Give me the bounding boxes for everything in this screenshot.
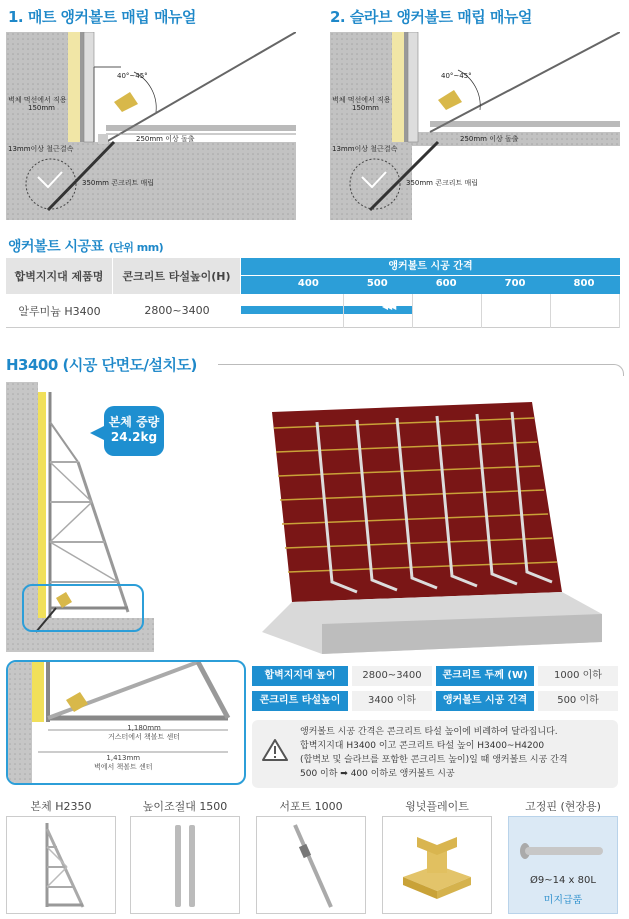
installation-3d (262, 392, 618, 654)
protrusion-label-2: 250mm 이상 돌출 (460, 135, 519, 143)
rebar-label: 13mm이상 철근결속 (8, 145, 74, 153)
table-title: 앵커볼트 시공표 (8, 239, 104, 255)
dim2-value: 1,413mm (106, 754, 141, 762)
angle-label-2: 40°~45° (441, 72, 472, 80)
dim1-sub: 거스터에서 책볼트 센터 (108, 733, 181, 741)
support-icon (257, 817, 365, 913)
frame-icon (7, 817, 115, 913)
spec-label-height: 합벽지지대 높이 (252, 666, 348, 686)
spacing-grid-line (550, 294, 551, 328)
manual2-title: 2. 슬라브 앵커볼트 매립 매뉴얼 (330, 8, 532, 26)
dim1-value: 1,180mm (127, 724, 161, 732)
dim2 (94, 754, 153, 772)
height-cell: 2800~3400 (144, 304, 210, 317)
table-heading (8, 236, 163, 256)
spacing-grid-line (412, 294, 413, 328)
note-line-1: 앵커볼트 시공 간격은 콘크리트 타설 높이에 비례하여 달라집니다. (300, 727, 558, 737)
table-unit: (단위 mm) (108, 241, 164, 254)
wall-offset-label: 벽체 먹선에서 직용 (8, 96, 67, 104)
spec-value-thickness: 1000 이하 (538, 666, 618, 686)
spacing-tick-label: 800 (573, 278, 595, 289)
parts-row (6, 798, 622, 916)
part-label-pin: 고정핀 (현장용) (525, 800, 601, 813)
pin-spec: Ø9~14 x 80L (530, 875, 596, 886)
wall-offset-value: 150mm (28, 104, 55, 112)
note-text (300, 725, 568, 781)
note-line-2: 합벽지지대 H3400 이고 콘크리트 타설 높이 H3400~H4200 (300, 741, 545, 751)
anchor-table (6, 258, 620, 328)
note-line-3: (합벽보 및 슬라브를 포함한 콘크리트 높이)일 때 앵커볼트 시공 간격 (300, 755, 568, 765)
col-spacing-header (241, 258, 620, 294)
spacing-arrows: ◀◀◀ (381, 302, 395, 311)
part-wingnut (382, 816, 492, 914)
spec-label-thickness: 콘크리트 두께 (W) (436, 666, 534, 686)
spacing-grid-line (343, 294, 344, 328)
h3400-title: H3400 (시공 단면도/설치도) (6, 356, 197, 374)
spec-value-height: 2800~3400 (352, 666, 432, 686)
spacing-grid-line (619, 294, 620, 328)
height-bar-icon (131, 817, 239, 913)
manual1-title: 1. 매트 앵커볼트 매립 매뉴얼 (8, 8, 196, 26)
spacing-bar-cell (241, 294, 620, 327)
h3400-rule (218, 364, 614, 365)
note-line-4: 500 이하 ➡ 400 이하로 앵커볼트 시공 (300, 769, 455, 779)
h3400-rule-corner (614, 364, 624, 376)
angle-label: 40°~45° (117, 72, 148, 80)
spec-label-pour: 콘크리트 타설높이 (252, 691, 348, 711)
product-cell: 알루미늄 H3400 (18, 304, 101, 318)
manual2-diagram (330, 32, 620, 220)
rebar-label-2: 13mm이상 철근결속 (332, 145, 398, 153)
spec-label-spacing: 앵커볼트 시공 간격 (436, 691, 534, 711)
warning-icon (262, 738, 288, 766)
spacing-grid-line (481, 294, 482, 328)
pin-icon (509, 817, 617, 877)
col-height-header: 콘크리트 타설높이(H) (113, 258, 241, 294)
spacing-tick-label: 500 (366, 278, 388, 289)
zoom-detail (6, 660, 246, 785)
part-height-bar (130, 816, 240, 914)
embed-label-2: 350mm 콘크리트 매립 (406, 179, 479, 187)
spacing-ticks (241, 276, 620, 294)
weight-callout-pointer (90, 426, 104, 440)
wall-offset-label-2: 벽체 먹선에서 직용 (332, 96, 391, 104)
spacing-tick-label: 400 (297, 278, 319, 289)
wall-offset-value-2: 150mm (352, 104, 379, 112)
weight-label: 본체 중량 (108, 415, 160, 429)
pin-tag: 미지급품 (543, 895, 583, 906)
part-support (256, 816, 366, 914)
protrusion-label: 250mm 이상 돌출 (136, 135, 195, 143)
part-label-support: 서포트 1000 (279, 800, 343, 813)
spacing-tick-label: 600 (435, 278, 457, 289)
note-box (252, 720, 618, 788)
weight-value: 24.2kg (110, 430, 158, 444)
dim1 (108, 724, 180, 742)
part-frame (6, 816, 116, 914)
dim2-sub: 벽에서 책볼트 센터 (94, 763, 153, 771)
manual1-diagram (6, 32, 296, 220)
spacing-tick-label: 700 (504, 278, 526, 289)
col-product-header: 합벽지지대 제품명 (6, 258, 113, 294)
detail-highlight (22, 584, 144, 632)
spec-value-pour: 3400 이하 (352, 691, 432, 711)
embed-label: 350mm 콘크리트 매립 (82, 179, 155, 187)
spec-grid (252, 666, 618, 711)
part-label-wingnut: 윙넛플레이트 (405, 800, 469, 813)
col-spacing-title: 앵커볼트 시공 간격 (241, 258, 620, 276)
spec-value-spacing: 500 이하 (538, 691, 618, 711)
part-label-height-bar: 높이조절대 1500 (142, 800, 228, 813)
part-label-frame: 본체 H2350 (30, 800, 92, 813)
wingnut-plate-icon (383, 817, 491, 913)
weight-callout (104, 406, 164, 456)
part-pin (508, 816, 618, 914)
